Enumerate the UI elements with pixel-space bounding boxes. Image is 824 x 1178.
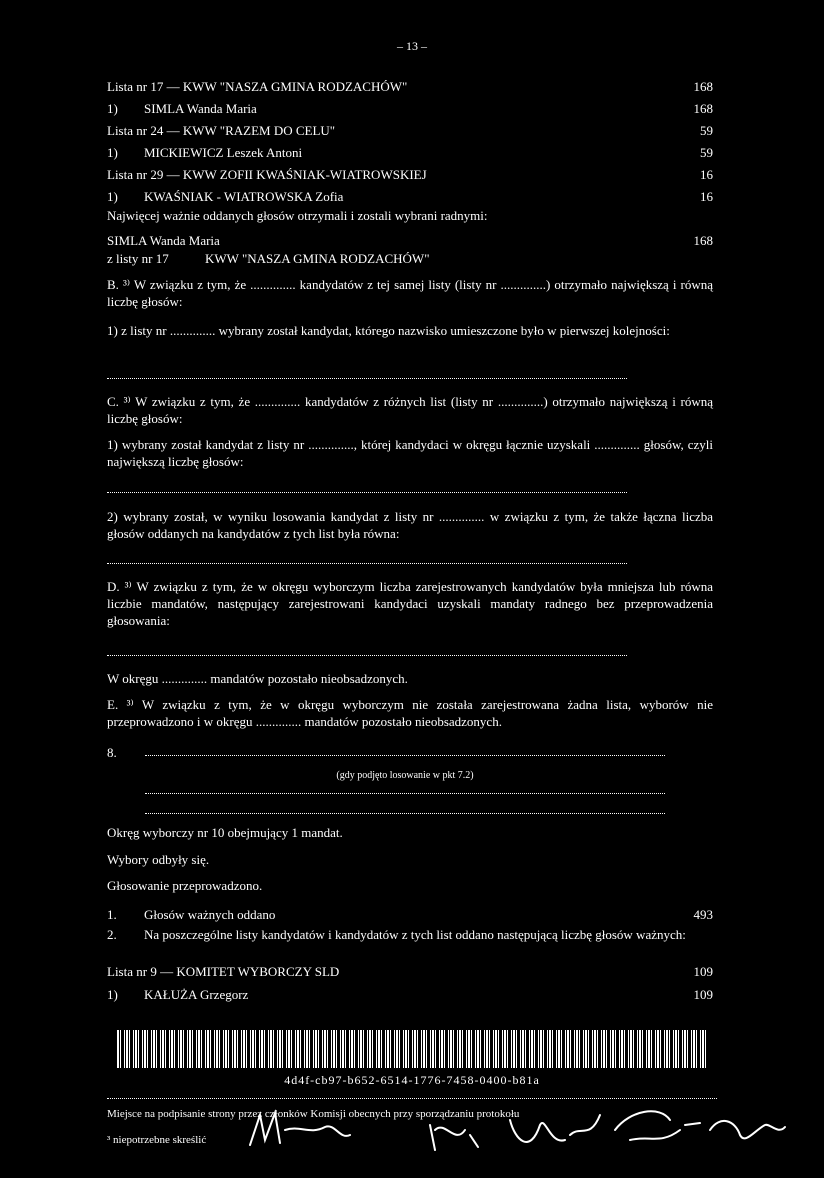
voting-held: Głosowanie przeprowadzono. — [107, 878, 263, 893]
district-line: Okręg wyborczy nr 10 obejmujący 1 mandat. — [107, 825, 343, 840]
candidate-votes: 59 — [700, 145, 713, 160]
barcode — [117, 1030, 707, 1068]
candidate-name: KAŁUŻA Grzegorz — [144, 987, 249, 1002]
section-8-number: 8. — [107, 745, 117, 760]
section-d-mandates: W okręgu .............. mandatów pozostało nieobsadzonych. — [107, 671, 408, 686]
page-number: – 13 – — [397, 39, 427, 53]
section-e: E. ³⁾ W związku z tym, że w okręgu wyborczym nie została zarejestrowana żadna lista, wyborów nie przeprowadzono i w okręgu .............. mandatów pozostało nieobsadzonych. — [107, 697, 713, 729]
list-header — [107, 963, 713, 980]
list-votes: 168 — [693, 79, 713, 94]
candidate-name: KWAŚNIAK - WIATROWSKA Zofia — [144, 189, 344, 204]
list-name: Lista nr 29 — KWW ZOFII KWAŚNIAK-WIATROWSKIEJ — [107, 167, 427, 182]
item-2: 2. — [107, 927, 117, 942]
section-b1: 1) z listy nr .............. wybrany został kandydat, którego nazwisko umieszczone było w pierwszej kolejności: — [107, 323, 670, 338]
list-name: Lista nr 24 — KWW "RAZEM DO CELU" — [107, 123, 336, 138]
item-1-value: 493 — [693, 907, 713, 922]
candidate-row: 1) KWAŚNIAK - WIATROWSKA Zofia 16 — [107, 189, 713, 204]
barcode-text: 4d4f-cb97-b652-6514-1776-7458-0400-b81a — [284, 1073, 540, 1087]
most-votes-line: Najwięcej ważnie oddanych głosów otrzymali i zostali wybrani radnymi: — [107, 208, 488, 223]
dotted-line — [145, 793, 665, 794]
elected-row — [107, 232, 713, 249]
elected-list: KWW "NASZA GMINA RODZACHÓW" — [205, 251, 430, 266]
dotted-line — [107, 378, 627, 379]
section-8-subtitle: (gdy podjęto losowanie w pkt 7.2) — [336, 770, 474, 781]
list-name: Lista nr 17 — KWW "NASZA GMINA RODZACHÓW" — [107, 79, 408, 94]
candidate-votes: 109 — [693, 987, 713, 1002]
dotted-line — [107, 655, 627, 656]
list-votes: 109 — [693, 964, 713, 979]
elections-held: Wybory odbyły się. — [107, 852, 210, 867]
candidate-name: MICKIEWICZ Leszek Antoni — [144, 145, 303, 160]
list-header — [107, 166, 713, 183]
candidate-row: 1) SIMLA Wanda Maria 168 — [107, 101, 713, 116]
item-1-text: Głosów ważnych oddano — [144, 907, 276, 922]
item-1: 1. Głosów ważnych oddano 493 — [107, 907, 713, 922]
section-c2: 2) wybrany został, w wyniku losowania kandydat z listy nr .............. w związku z tym, że także łączna liczba głosów oddanych na kandydatów z tych list była równa: — [107, 509, 713, 541]
section-c1: 1) wybrany został kandydat z listy nr .............., której kandydaci w okręgu łącznie uzyskali .............. głosów, czyli największą liczbę głosów: — [107, 437, 713, 469]
elected-name: SIMLA Wanda Maria — [107, 233, 220, 248]
handwritten-signatures — [230, 1085, 790, 1165]
dotted-line — [107, 492, 627, 493]
list-votes: 59 — [700, 123, 713, 138]
section-b: B. ³⁾ W związku z tym, że .............. kandydatów z tej samej listy (listy nr ..............) otrzymało największą i równą liczbę głosów: — [107, 277, 713, 309]
section-c: C. ³⁾ W związku z tym, że .............. kandydatów z różnych list (listy nr ..............) otrzymało największą i równą liczbę głosów: — [107, 394, 713, 426]
elected-from-row: z listy nr 17 KWW "NASZA GMINA RODZACHÓW" — [107, 251, 430, 266]
dotted-line — [145, 755, 665, 756]
footer-signatures-label: Miejsce na podpisanie strony przez członków Komisji obecnych przy sporządzaniu protokołu — [107, 1108, 520, 1120]
list-header — [107, 78, 713, 95]
candidate-row: 1) MICKIEWICZ Leszek Antoni 59 — [107, 145, 713, 160]
elected-votes: 168 — [693, 233, 713, 248]
candidate-row: 1) KAŁUŻA Grzegorz 109 — [107, 987, 713, 1002]
section-d: D. ³⁾ W związku z tym, że w okręgu wyborczym liczba zarejestrowanych kandydatów była mniejsza lub równa liczbie mandatów, następujący zarejestrowani kandydaci uzyskali mandaty radnego bez przeprowadzenia głosowania: — [107, 579, 713, 628]
dotted-line — [145, 813, 665, 814]
candidate-name: SIMLA Wanda Maria — [144, 101, 257, 116]
candidate-votes: 168 — [693, 101, 713, 116]
footer-note: ³ niepotrzebne skreślić — [107, 1134, 207, 1146]
item-2-text: Na poszczególne listy kandydatów i kandydatów z tych list oddano następującą liczbę głosów ważnych: — [144, 927, 686, 942]
list-name: Lista nr 9 — KOMITET WYBORCZY SLD — [107, 964, 340, 979]
candidate-votes: 16 — [700, 189, 713, 204]
list-votes: 16 — [700, 167, 713, 182]
list-header — [107, 122, 713, 139]
dotted-line — [107, 563, 627, 564]
